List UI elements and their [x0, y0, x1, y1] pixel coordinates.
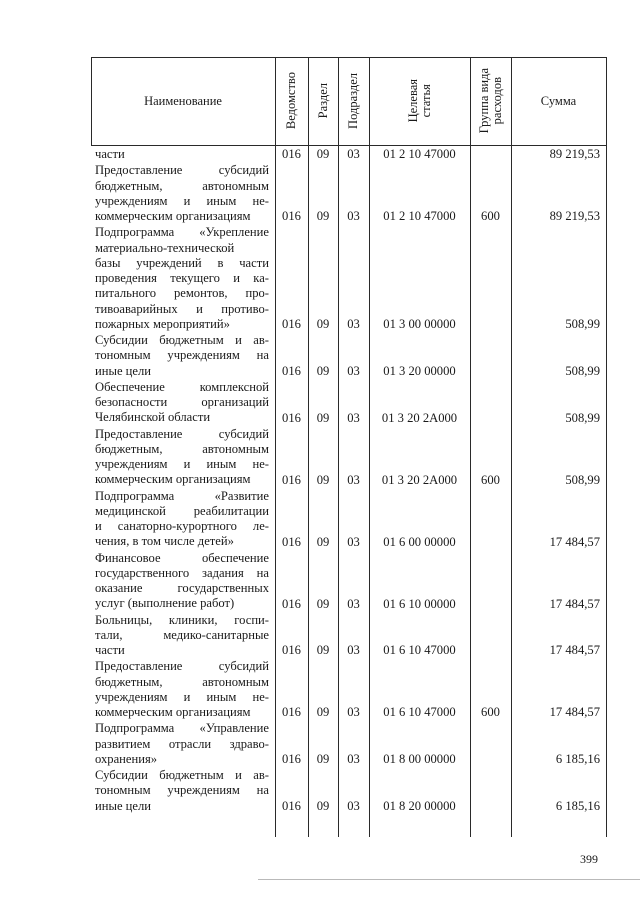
- row-name-line: услуг (выполнение работ): [95, 596, 235, 611]
- podrazdel-cell: 03: [347, 147, 360, 162]
- celevaya-statya-cell: 01 6 10 00000: [383, 596, 456, 611]
- table-row: [91, 163, 607, 224]
- podrazdel-cell: 03: [347, 534, 360, 549]
- row-name-line: чения, в том числе детей»: [95, 534, 234, 549]
- row-name-line: учреждениям и иным не-: [95, 457, 269, 471]
- razdel-cell: 09: [316, 752, 330, 766]
- row-name-line: учреждениям и иным не-: [95, 689, 269, 704]
- razdel-cell: 09: [316, 410, 330, 425]
- celevaya-statya-cell: 01 6 10 47000: [383, 705, 456, 720]
- row-name-line: Больницы, клиники, госпи-: [95, 612, 269, 627]
- row-name-line: тали, медико-санитарные: [95, 627, 269, 642]
- row-name-line: Предоставление субсидий: [95, 659, 269, 674]
- row-name: [95, 147, 269, 162]
- razdel-cell: 09: [316, 209, 330, 224]
- vedomstvo-cell: 016: [282, 317, 301, 331]
- table-row: [91, 659, 607, 720]
- razdel-cell: 09: [316, 147, 330, 162]
- celevaya-statya-cell: 01 2 10 47000: [383, 209, 456, 224]
- podrazdel-cell: 03: [347, 209, 360, 224]
- summa-cell: 508,99: [565, 363, 600, 378]
- vedomstvo-cell: 016: [282, 798, 301, 813]
- table-row: [91, 721, 607, 767]
- gruppa-cell: 600: [481, 705, 500, 720]
- vedomstvo-cell: 016: [282, 534, 301, 549]
- row-name-line: оказание государственных: [95, 581, 269, 595]
- row-name-line: тивоаварийных и противо-: [95, 301, 269, 316]
- table-row: [91, 551, 607, 612]
- row-name-line: Субсидии бюджетным и ав-: [95, 333, 269, 347]
- summa-cell: 17 484,57: [549, 534, 600, 549]
- vedomstvo-cell: 016: [282, 472, 301, 487]
- podrazdel-cell: 03: [347, 798, 360, 813]
- celevaya-statya-cell: 01 3 20 00000: [383, 363, 456, 378]
- row-name-line: Обеспечение комплексной: [95, 379, 269, 394]
- celevaya-statya-cell: 01 3 20 2А000: [381, 472, 458, 487]
- row-name-line: Подпрограмма «Управление: [95, 721, 269, 736]
- row-name-line: бюджетным, автономным: [95, 178, 269, 193]
- celevaya-statya-cell: 01 6 10 47000: [383, 643, 456, 658]
- summa-cell: 17 484,57: [549, 705, 600, 720]
- podrazdel-cell: 03: [347, 472, 360, 487]
- row-name: [95, 489, 269, 550]
- header-gruppa-vida-rashodov: Группа вида расходов: [476, 68, 504, 134]
- vedomstvo-cell: 016: [282, 363, 301, 378]
- razdel-cell: 09: [316, 472, 330, 487]
- celevaya-statya-cell: 01 6 00 00000: [383, 534, 456, 549]
- row-name-line: охранения»: [95, 751, 158, 766]
- row-name-line: Предоставление субсидий: [95, 163, 269, 178]
- celevaya-statya-cell: 01 8 20 00000: [383, 798, 456, 813]
- summa-cell: 17 484,57: [549, 643, 600, 658]
- header-name: Наименование: [144, 93, 222, 108]
- header-podrazdel: Подраздел: [346, 73, 360, 129]
- razdel-cell: 09: [316, 596, 330, 611]
- razdel-cell: 09: [316, 643, 330, 658]
- row-name-line: Предоставление субсидий: [95, 426, 269, 441]
- row-name: [95, 333, 269, 379]
- row-name: [95, 380, 269, 426]
- row-name-line: части: [95, 643, 125, 657]
- vedomstvo-cell: 016: [282, 410, 301, 425]
- row-name: [95, 721, 269, 767]
- razdel-cell: 09: [316, 705, 330, 720]
- celevaya-statya-cell: 01 8 00 00000: [383, 752, 456, 766]
- header-razdel: Раздел: [315, 83, 330, 119]
- row-name-line: тономным учреждениям на: [95, 783, 269, 798]
- table-row: [91, 380, 607, 426]
- budget-table: [91, 57, 607, 837]
- summa-cell: 508,99: [565, 472, 600, 487]
- vedomstvo-cell: 016: [282, 147, 301, 162]
- row-name-line: бюджетным, автономным: [95, 441, 269, 456]
- gruppa-cell: 600: [481, 209, 500, 224]
- razdel-cell: 09: [316, 317, 330, 331]
- row-name-line: Подпрограмма «Укрепление: [95, 225, 269, 240]
- summa-cell: 6 185,16: [555, 752, 600, 766]
- vedomstvo-cell: 016: [282, 596, 301, 611]
- row-name: [95, 659, 269, 720]
- podrazdel-cell: 03: [347, 752, 360, 766]
- table-row: [91, 147, 607, 162]
- row-name-line: питального ремонтов, про-: [95, 286, 269, 301]
- row-name-line: и санаторно-курортного ле-: [95, 519, 269, 533]
- table-row: [91, 489, 607, 550]
- row-name-line: учреждениям и иным не-: [95, 193, 269, 208]
- summa-cell: 508,99: [565, 410, 600, 425]
- podrazdel-cell: 03: [347, 643, 360, 658]
- podrazdel-cell: 03: [347, 363, 360, 378]
- row-name: [95, 427, 269, 488]
- table-row: [91, 427, 607, 488]
- summa-cell: 508,99: [565, 317, 600, 331]
- row-name-line: государственного задания на: [95, 565, 269, 580]
- header-summa: Сумма: [540, 93, 577, 108]
- summa-cell: 17 484,57: [549, 596, 600, 611]
- row-name: [95, 551, 269, 612]
- razdel-cell: 09: [316, 798, 330, 813]
- table-row: [91, 768, 607, 814]
- row-name-line: безопасности организаций: [95, 395, 269, 409]
- podrazdel-cell: 03: [347, 410, 360, 425]
- vedomstvo-cell: 016: [282, 705, 301, 720]
- row-name: [95, 225, 269, 332]
- celevaya-statya-cell: 01 3 20 2А000: [381, 410, 458, 425]
- row-name-line: части: [95, 147, 125, 161]
- row-name-line: коммерческим организациям: [95, 472, 251, 487]
- row-name-line: коммерческим организациям: [95, 209, 251, 223]
- table-row: [91, 225, 607, 332]
- row-name-line: иные цели: [95, 363, 152, 378]
- razdel-cell: 09: [316, 363, 330, 378]
- row-name-line: проведения текущего и ка-: [95, 271, 269, 285]
- row-name-line: Субсидии бюджетным и ав-: [95, 768, 269, 782]
- celevaya-statya-cell: 01 2 10 47000: [383, 147, 456, 162]
- podrazdel-cell: 03: [347, 705, 360, 720]
- row-name: [95, 768, 269, 814]
- row-name-line: иные цели: [95, 798, 152, 813]
- row-name: [95, 163, 269, 224]
- summa-cell: 89 219,53: [549, 147, 600, 162]
- row-name-line: Подпрограмма «Развитие: [95, 488, 269, 503]
- row-name-line: бюджетным, автономным: [95, 674, 269, 689]
- razdel-cell: 09: [316, 534, 330, 549]
- row-name-line: коммерческим организациям: [95, 705, 251, 719]
- row-name-line: развитием отрасли здраво-: [95, 736, 269, 751]
- summa-cell: 6 185,16: [555, 798, 600, 813]
- header-vedomstvo: Ведомство: [284, 72, 298, 130]
- row-name: [95, 613, 269, 659]
- table-row: [91, 613, 607, 659]
- row-name-line: медицинской реабилитации: [95, 503, 269, 518]
- row-name-line: материально-технической: [95, 240, 235, 255]
- celevaya-statya-cell: 01 3 00 00000: [383, 317, 456, 331]
- podrazdel-cell: 03: [347, 317, 360, 331]
- vedomstvo-cell: 016: [282, 643, 301, 658]
- row-name-line: Челябинской области: [95, 410, 211, 425]
- gruppa-cell: 600: [481, 472, 500, 487]
- row-name-line: пожарных мероприятий»: [95, 316, 230, 331]
- summa-cell: 89 219,53: [549, 209, 600, 224]
- vedomstvo-cell: 016: [282, 209, 301, 224]
- footer-rule: [258, 879, 640, 880]
- vedomstvo-cell: 016: [282, 752, 301, 766]
- table-row: [91, 333, 607, 379]
- podrazdel-cell: 03: [347, 596, 360, 611]
- row-name-line: базы учреждений в части: [95, 255, 269, 270]
- header-celevaya-statya: Целевая статья: [405, 79, 433, 123]
- row-name-line: тономным учреждениям на: [95, 348, 269, 363]
- header-divider: [91, 145, 607, 146]
- row-name-line: Финансовое обеспечение: [95, 550, 269, 565]
- page-number: 399: [580, 852, 598, 866]
